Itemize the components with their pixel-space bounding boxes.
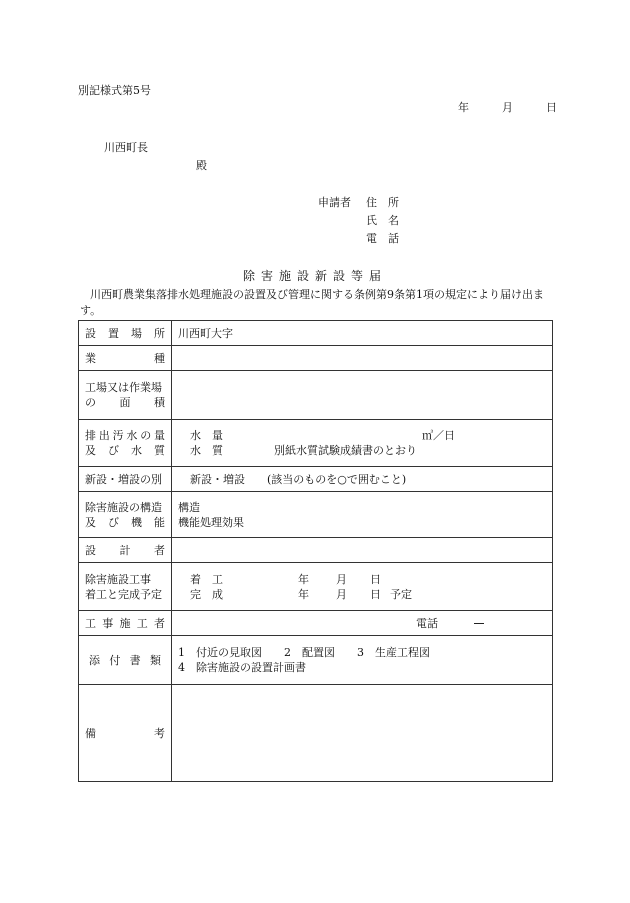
water-volume-label: 水 量 (190, 429, 223, 442)
structure-value: 構造 (178, 500, 200, 514)
date-day: 日 (546, 101, 557, 114)
start-row: 着 工 年 月 日 (190, 572, 381, 586)
structure-label-line2: 及 び 機 能 (85, 515, 165, 529)
document-title: 除害施設新設等届 (242, 269, 387, 283)
attachments-line1: 1 付近の見取図 2 配置図 3 生産工程図 (178, 646, 430, 659)
honorific: 殿 (196, 159, 207, 172)
applicant-phone: 電 話 (366, 232, 399, 245)
discharge-label-line1: 排 出 汚 水 の 量 (85, 429, 165, 442)
document-intro: 川西町農業集落排水処理施設の設置及び管理に関する条例第9条第1項の規定により届け出ます。 (80, 288, 544, 317)
applicant-address: 住 所 (366, 196, 399, 209)
finish-label: 完 成 (190, 587, 223, 601)
contractor-label: 工 事 施 工 者 (85, 616, 165, 630)
start-label: 着 工 (190, 572, 223, 586)
type-label: 新設・増設の別 (79, 467, 172, 492)
contractor-phone-label: 電話 (416, 616, 438, 630)
attachments-label: 添 付 書 類 (89, 653, 161, 667)
date-line (458, 99, 557, 115)
schedule-label-line1: 除害施設工事 (85, 572, 151, 586)
water-quality-note: 別紙水質試験成績書のとおり (274, 444, 417, 457)
function-value: 機能処理効果 (178, 515, 244, 529)
designer-value (172, 538, 553, 563)
date-month: 月 (502, 101, 513, 114)
remarks-value (172, 685, 553, 782)
applicant-name: 氏 名 (366, 214, 399, 227)
industry-value (172, 346, 553, 371)
phone-dash (474, 623, 484, 624)
type-value: 新設・増設 (該当のものを○で囲むこと) (172, 467, 553, 492)
applicant-label: 申請者 (318, 196, 351, 209)
form-number: 別記様式第5号 (78, 84, 151, 97)
site-value: 川西町大字 (172, 321, 553, 346)
remarks-label: 備 考 (85, 726, 165, 740)
factory-label-line2: の 面 積 (85, 396, 165, 409)
date-year: 年 (458, 101, 469, 114)
addressee: 川西町長 (104, 141, 148, 154)
factory-area-value (172, 371, 553, 420)
planned-label: 予定 (390, 587, 412, 601)
application-form-table (78, 320, 553, 782)
site-label: 設 置 場 所 (85, 326, 165, 340)
water-quality-label: 水 質 (190, 444, 223, 457)
industry-label: 業 種 (85, 351, 165, 365)
discharge-label-line2: 及 び 水 質 (85, 444, 165, 457)
finish-row: 完 成 年 月 日 予定 (190, 587, 412, 601)
designer-label: 設 計 者 (85, 543, 165, 557)
structure-label-line1: 除害施設の構造 (85, 500, 162, 514)
water-volume-unit: ㎥／日 (422, 429, 455, 442)
factory-label-line1: 工場又は作業場 (85, 381, 162, 394)
attachments-line2: 4 除害施設の設置計画書 (178, 661, 306, 674)
schedule-label-line2: 着工と完成予定 (85, 587, 162, 601)
